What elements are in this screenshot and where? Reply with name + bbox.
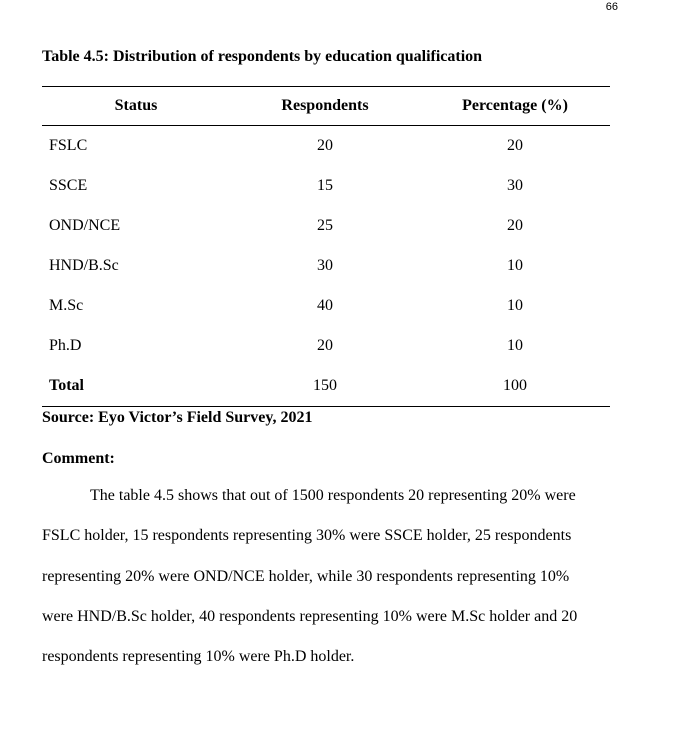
total-percentage: 100 [503, 377, 527, 394]
header-status: Status [114, 97, 158, 114]
comment-line: The table 4.5 shows that out of 1500 respondents 20 representing 20% were [90, 487, 576, 504]
respondents-cell: 25 [317, 217, 333, 234]
comment-line: representing 20% were OND/NCE holder, while 30 respondents representing 10% [42, 567, 570, 585]
status-cell: FSLC [49, 137, 88, 154]
percentage-cell: 30 [507, 177, 523, 194]
table-row [42, 206, 610, 246]
percentage-cell: 20 [507, 137, 523, 154]
table-source: Source: Eyo Victor’s Field Survey, 2021 [42, 409, 313, 426]
table-row [42, 286, 610, 326]
status-cell: M.Sc [49, 297, 84, 314]
total-label: Total [49, 377, 84, 394]
comment-heading: Comment: [42, 450, 115, 467]
page-number: 66 [605, 1, 618, 13]
status-cell: OND/NCE [49, 217, 121, 234]
respondents-cell: 30 [317, 257, 333, 274]
respondents-cell: 40 [317, 297, 333, 314]
table-row [42, 246, 610, 286]
respondents-cell: 20 [317, 337, 333, 354]
comment-paragraph [42, 476, 622, 677]
header-respondents: Respondents [281, 97, 369, 114]
status-cell: SSCE [49, 177, 88, 194]
table-header-row [42, 87, 610, 126]
education-table [42, 86, 610, 407]
comment-line: FSLC holder, 15 respondents representing 30% were SSCE holder, 25 respondents [42, 527, 572, 545]
percentage-cell: 20 [507, 217, 523, 234]
comment-line: were HND/B.Sc holder, 40 respondents representing 10% were M.Sc holder and 20 [42, 607, 578, 625]
comment-line: respondents representing 10% were Ph.D holder. [42, 648, 355, 666]
respondents-cell: 20 [317, 137, 333, 154]
table-total-row [42, 366, 610, 407]
table-row [42, 126, 610, 167]
percentage-cell: 10 [507, 257, 523, 274]
table-row [42, 166, 610, 206]
total-respondents: 150 [313, 377, 337, 394]
percentage-cell: 10 [507, 337, 523, 354]
status-cell: Ph.D [49, 337, 82, 354]
table-row [42, 326, 610, 366]
table-title: Table 4.5: Distribution of respondents by education qualification [42, 48, 483, 65]
respondents-cell: 15 [317, 177, 333, 194]
percentage-cell: 10 [507, 297, 523, 314]
header-percentage: Percentage (%) [462, 97, 568, 114]
status-cell: HND/B.Sc [49, 257, 119, 274]
